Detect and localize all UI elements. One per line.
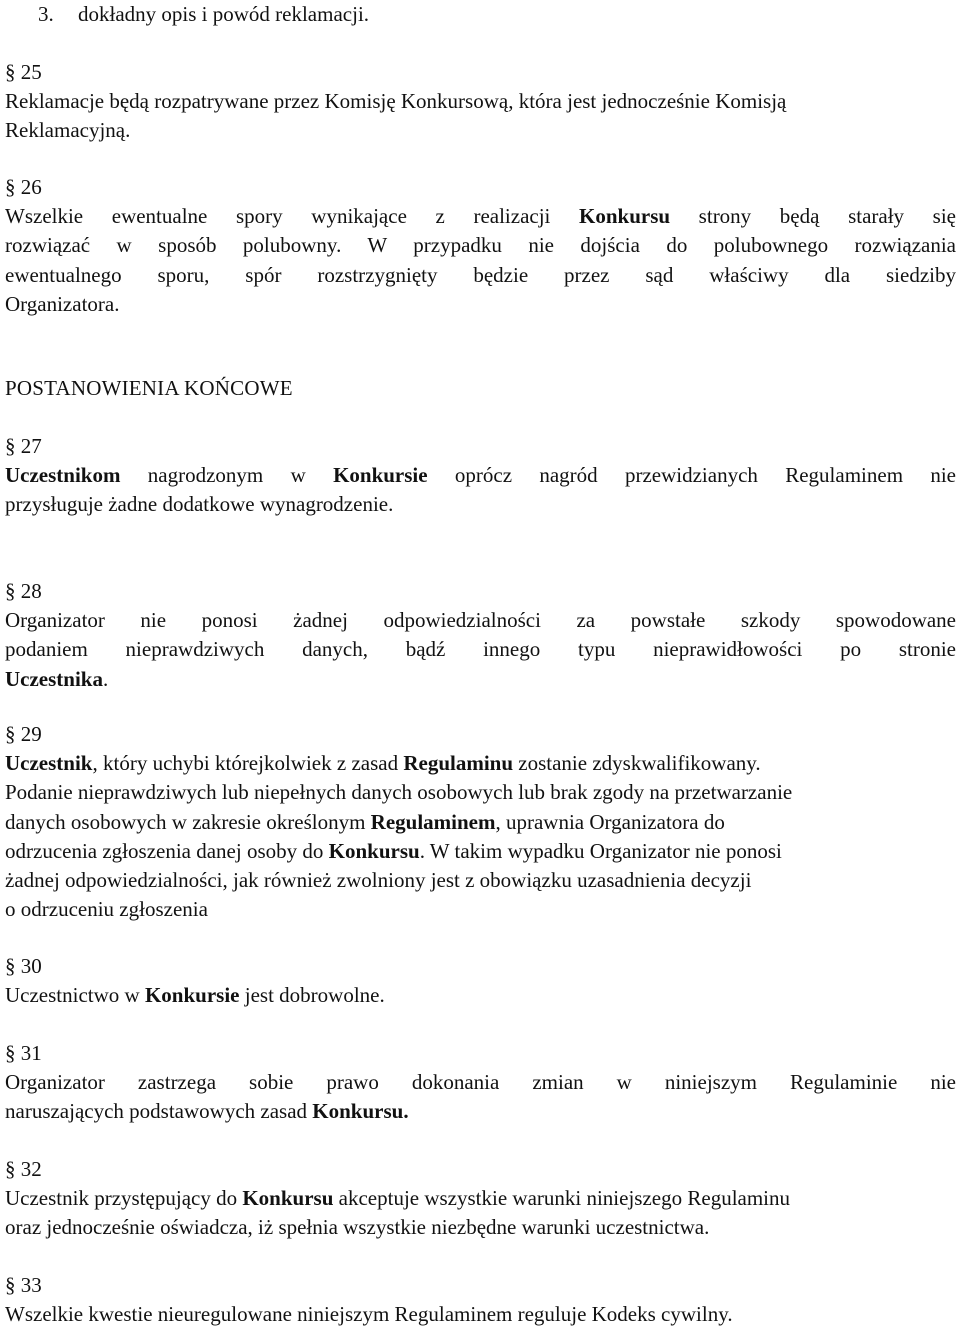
section-31: [5, 1039, 956, 1127]
section-30: [5, 952, 956, 1010]
bold-term: Konkursu: [579, 204, 671, 229]
section-29: [5, 720, 956, 924]
section-32-line: Uczestnik przystępujący do Konkursu akceptuje wszystkie warunki niniejszego Regulaminu: [5, 1186, 791, 1211]
section-28-line: Uczestnika.: [5, 666, 109, 691]
bold-term: Konkursu: [242, 1186, 334, 1211]
bold-term: Konkursu: [328, 838, 420, 863]
bold-term: Regulaminu: [403, 751, 514, 776]
list-item-text: dokładny opis i powód reklamacji.: [78, 2, 370, 26]
section-29-line: odrzucenia zgłoszenia danej osoby do Konkursu. W takim wypadku Organizator nie ponosi: [5, 838, 782, 863]
bold-term: Uczestnika: [5, 666, 103, 691]
bold-term: Konkursu.: [312, 1099, 409, 1124]
section-26-line: Organizatora.: [5, 291, 120, 316]
paragraph-mark-28: § 28: [5, 579, 42, 603]
bold-term: Konkursie: [333, 463, 428, 488]
bold-term: Uczestnikom: [5, 463, 121, 488]
paragraph-mark-26: § 26: [5, 175, 42, 199]
paragraph-mark-32: § 32: [5, 1157, 42, 1181]
section-heading: POSTANOWIENIA KOŃCOWE: [5, 376, 293, 400]
section-30-line: Uczestnictwo w Konkursie jest dobrowolne.: [5, 983, 385, 1008]
section-25-line: Reklamacje będą rozpatrywane przez Komisję Konkursową, która jest jednocześnie Komisją: [5, 89, 787, 114]
section-29-line: o odrzuceniu zgłoszenia: [5, 897, 208, 922]
section-32: [5, 1155, 956, 1243]
section-25-line: Reklamacyjną.: [5, 118, 131, 143]
section-28-line: podaniem nieprawdziwych danych, bądź innego typu nieprawidłowości po stronie: [5, 637, 956, 662]
section-28-line: Organizator nie ponosi żadnej odpowiedzialności za powstałe szkody spowodowane: [5, 608, 956, 633]
paragraph-mark-33: § 33: [5, 1273, 42, 1297]
section-29-line: Podanie nieprawdziwych lub niepełnych danych osobowych lub brak zgody na przetwarzanie: [5, 780, 793, 805]
section-31-line: Organizator zastrzega sobie prawo dokonania zmian w niniejszym Regulaminie nie: [5, 1070, 956, 1095]
section-32-line: oraz jednocześnie oświadcza, iż spełnia wszystkie niezbędne warunki uczestnictwa.: [5, 1215, 710, 1240]
section-31-line: naruszających podstawowych zasad Konkursu.: [5, 1099, 409, 1124]
section-26-line: rozwiązać w sposób polubowny. W przypadku nie dojścia do polubownego rozwiązania: [5, 233, 956, 258]
bold-term: Regulaminem: [370, 809, 496, 834]
list-item-number: 3.: [38, 2, 54, 26]
section-27: [5, 432, 956, 520]
section-33-line: Wszelkie kwestie nieuregulowane niniejszym Regulaminem reguluje Kodeks cywilny.: [5, 1302, 733, 1327]
section-26: [5, 173, 956, 319]
paragraph-mark-30: § 30: [5, 954, 42, 978]
bold-term: Uczestnik: [5, 751, 93, 776]
paragraph-mark-25: § 25: [5, 60, 42, 84]
section-26-line: ewentualnego sporu, spór rozstrzygnięty będzie przez sąd właściwy dla siedziby: [5, 262, 956, 287]
section-28: [5, 577, 956, 694]
section-29-line: Uczestnik, który uchybi którejkolwiek z zasad Regulaminu zostanie zdyskwalifikowany.: [5, 751, 761, 776]
section-29-line: danych osobowych w zakresie określonym Regulaminem, uprawnia Organizatora do: [5, 809, 725, 834]
section-25: [5, 58, 956, 146]
paragraph-mark-29: § 29: [5, 722, 42, 746]
bold-term: Konkursie: [144, 983, 240, 1008]
list-item: [38, 0, 369, 29]
section-29-line: żadnej odpowiedzialności, jak również zwolniony jest z obowiązku uzasadnienia decyzji: [5, 868, 752, 893]
paragraph-mark-31: § 31: [5, 1041, 42, 1065]
section-26-line: Wszelkie ewentualne spory wynikające z realizacji Konkursu strony będą starały się: [5, 204, 956, 229]
section-33: [5, 1271, 956, 1329]
section-27-line: przysługuje żadne dodatkowe wynagrodzenie.: [5, 492, 394, 517]
section-27-line: Uczestnikom nagrodzonym w Konkursie oprócz nagród przewidzianych Regulaminem nie: [5, 463, 956, 488]
paragraph-mark-27: § 27: [5, 434, 42, 458]
